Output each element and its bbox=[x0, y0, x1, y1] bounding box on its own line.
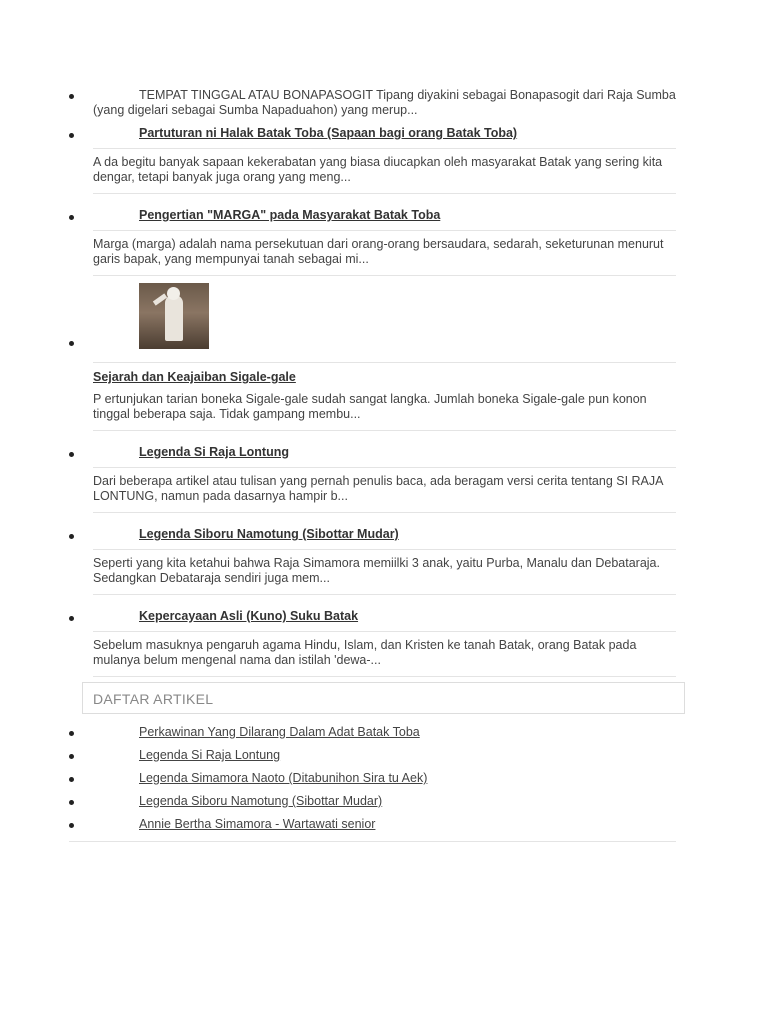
post-snippet: Marga (marga) adalah nama persekutuan dari orang-orang bersaudara, sedarah, seketurunan menurut garis bapak, yang mempunyai tanah sebagai mi... bbox=[93, 231, 676, 276]
bullet-icon bbox=[69, 94, 74, 99]
post-snippet: Dari beberapa artikel atau tulisan yang pernah penulis baca, ada beragam versi cerita tentang SI RAJA LONTUNG, namun pada dasarnya hampir b... bbox=[93, 468, 676, 513]
list-item bbox=[93, 745, 676, 768]
list-item bbox=[93, 118, 676, 149]
post-snippet: Seperti yang kita ketahui bahwa Raja Simamora memiilki 3 anak, yaitu Purba, Manalu dan Debataraja. Sedangkan Debataraja sendiri juga mem... bbox=[93, 550, 676, 595]
bullet-icon bbox=[69, 777, 74, 782]
post-title-link[interactable]: Legenda Si Raja Lontung bbox=[139, 445, 290, 459]
post-snippet: Sebelum masuknya pengaruh agama Hindu, Islam, dan Kristen ke tanah Batak, orang Batak pada mulanya belum mengenal nama dan istilah 'dewa-... bbox=[93, 632, 676, 677]
bullet-icon bbox=[69, 215, 74, 220]
post-title-link[interactable]: Sejarah dan Keajaiban Sigale-gale bbox=[93, 370, 296, 384]
bullet-icon bbox=[69, 823, 74, 828]
bullet-icon bbox=[69, 133, 74, 138]
bullet-icon bbox=[69, 800, 74, 805]
widget-header bbox=[82, 682, 685, 714]
article-link[interactable]: Legenda Siboru Namotung (Sibottar Mudar) bbox=[139, 794, 383, 808]
post-title-link[interactable]: Partuturan ni Halak Batak Toba (Sapaan bagi orang Batak Toba) bbox=[139, 126, 518, 140]
widget-title: DAFTAR ARTIKEL bbox=[93, 691, 214, 707]
list-item bbox=[93, 437, 676, 468]
popular-posts-list bbox=[93, 86, 676, 683]
bullet-icon bbox=[69, 341, 74, 346]
divider bbox=[69, 841, 676, 842]
list-item bbox=[93, 86, 676, 118]
bullet-icon bbox=[69, 452, 74, 457]
list-item bbox=[93, 601, 676, 632]
list-item bbox=[93, 200, 676, 231]
list-item bbox=[93, 519, 676, 550]
list-item bbox=[93, 768, 676, 791]
bullet-icon bbox=[69, 754, 74, 759]
article-link[interactable]: Perkawinan Yang Dilarang Dalam Adat Batak Toba bbox=[139, 725, 420, 739]
sigale-gale-thumbnail[interactable] bbox=[139, 283, 209, 349]
article-list bbox=[93, 722, 676, 837]
list-item bbox=[93, 282, 676, 363]
article-link[interactable]: Annie Bertha Simamora - Wartawati senior bbox=[139, 817, 376, 831]
bullet-icon bbox=[69, 616, 74, 621]
list-item bbox=[93, 791, 676, 814]
list-item bbox=[93, 722, 676, 745]
article-link[interactable]: Legenda Simamora Naoto (Ditabunihon Sira tu Aek) bbox=[139, 771, 428, 785]
post-snippet: TEMPAT TINGGAL ATAU BONAPASOGIT Tipang diyakini sebagai Bonapasogit dari Raja Sumba (yang digelari sebagai Sumba Napaduahon) yang merup... bbox=[93, 88, 676, 117]
post-snippet: A da begitu banyak sapaan kekerabatan yang biasa diucapkan oleh masyarakat Batak yang sering kita dengar, tetapi banyak juga orang yang meng... bbox=[93, 149, 676, 194]
post-title-link[interactable]: Kepercayaan Asli (Kuno) Suku Batak bbox=[139, 609, 359, 623]
list-item bbox=[93, 814, 676, 837]
post-snippet: P ertunjukan tarian boneka Sigale-gale sudah sangat langka. Jumlah boneka Sigale-gale pun konon tinggal beberapa saja. Tidak gampang membu... bbox=[93, 390, 676, 431]
article-link[interactable]: Legenda Si Raja Lontung bbox=[139, 748, 281, 762]
bullet-icon bbox=[69, 534, 74, 539]
post-title-link[interactable]: Legenda Siboru Namotung (Sibottar Mudar) bbox=[139, 527, 399, 541]
post-title-link[interactable]: Pengertian "MARGA" pada Masyarakat Batak Toba bbox=[139, 208, 441, 222]
bullet-icon bbox=[69, 731, 74, 736]
